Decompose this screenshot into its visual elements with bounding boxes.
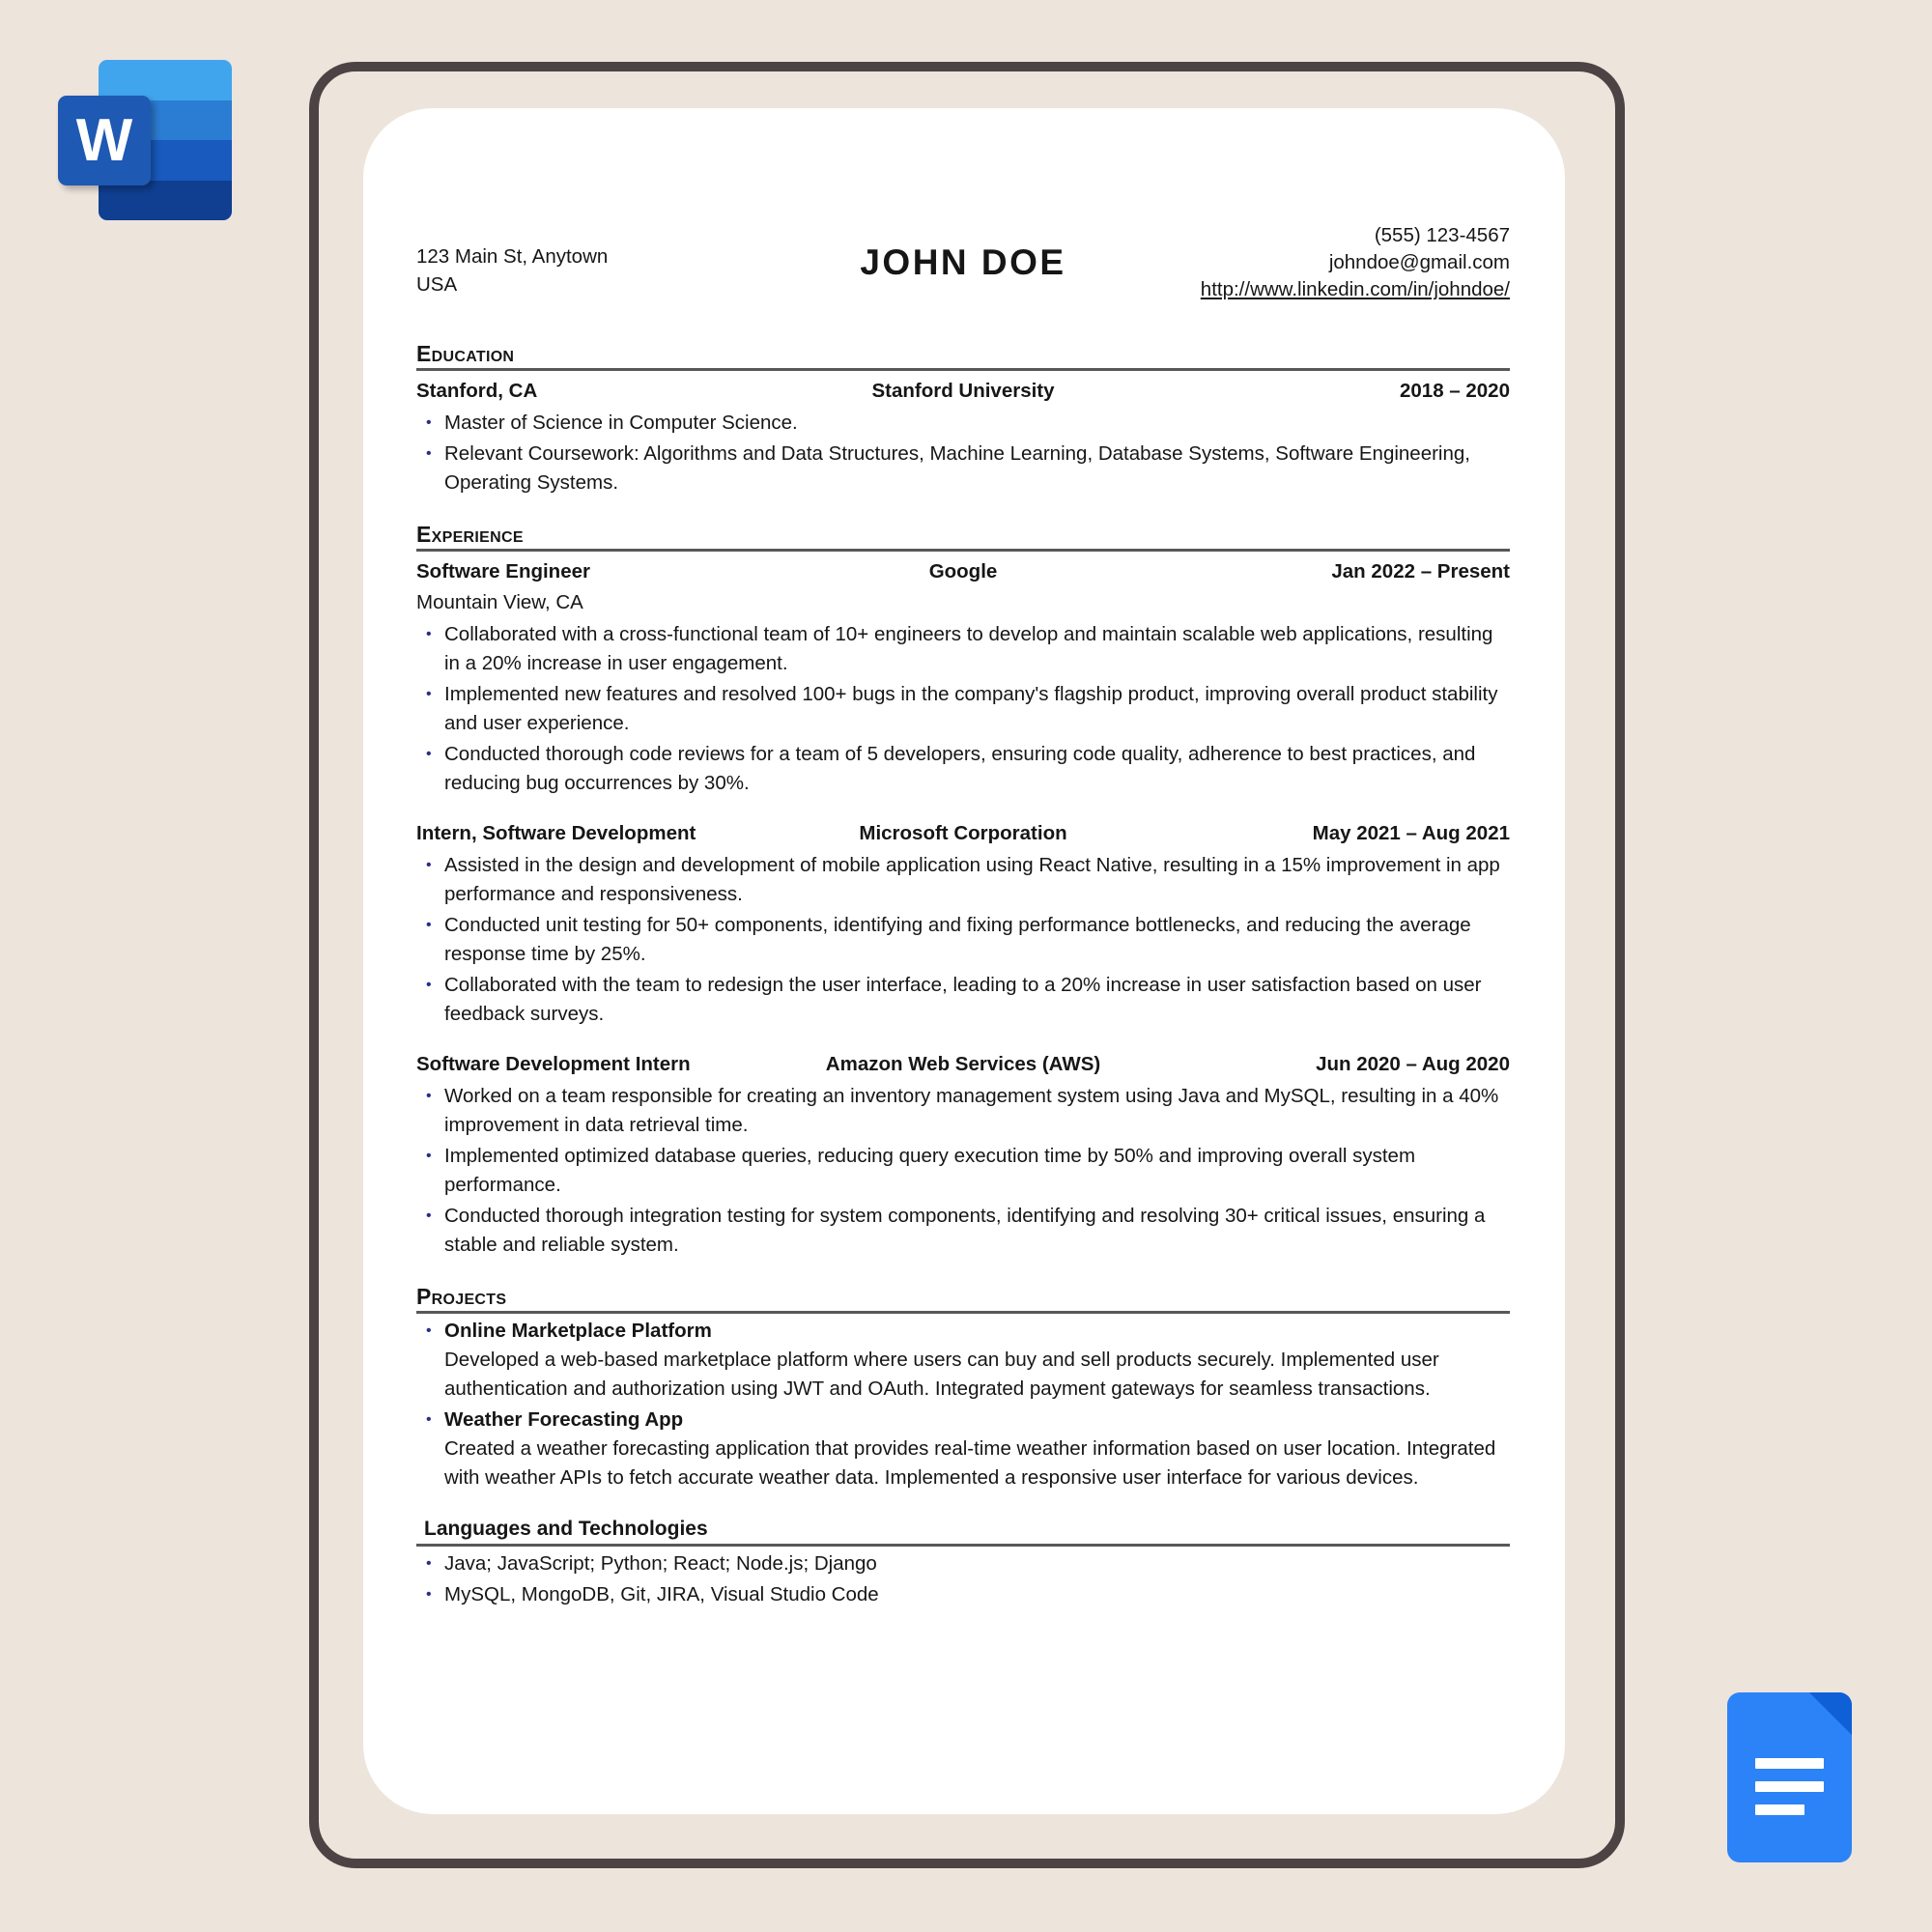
education-heading: Education [416, 341, 515, 366]
job-dates: Jan 2022 – Present [1331, 560, 1510, 582]
job-location: Mountain View, CA [416, 591, 583, 613]
word-badge-letter: W [75, 106, 133, 174]
job-company: Microsoft Corporation [859, 822, 1067, 844]
bullet-item: • Collaborated with the team to redesign the user interface, leading to a 20% increase in user satisfaction based on user feedback surveys. [416, 971, 1510, 1029]
bullet-item: • Relevant Coursework: Algorithms and Data Structures, Machine Learning, Database Systems, Software Engineering, Operating Systems. [416, 440, 1510, 497]
job-title: Intern, Software Development [416, 822, 696, 844]
section-skills [416, 1518, 1510, 1609]
address-line2: USA [416, 273, 458, 296]
experience-job-aws [416, 1050, 1510, 1260]
education-bullets [416, 409, 1510, 497]
job-title: Software Development Intern [416, 1053, 691, 1075]
docs-line-2 [1755, 1781, 1824, 1792]
contact-block [1066, 222, 1510, 303]
bullet-item: • Assisted in the design and development of mobile application using React Native, resulting in a 15% improvement in app performance and responsiveness. [416, 851, 1510, 909]
education-dates: 2018 – 2020 [1399, 380, 1510, 402]
address-line1: 123 Main St, Anytown [416, 245, 609, 268]
address-block [416, 242, 860, 298]
job-dates: Jun 2020 – Aug 2020 [1316, 1053, 1510, 1075]
linkedin-link[interactable]: http://www.linkedin.com/in/johndoe/ [1200, 278, 1510, 300]
project-list [416, 1317, 1510, 1492]
docs-line-3 [1755, 1804, 1804, 1815]
bullet-item: • Conducted thorough code reviews for a team of 5 developers, ensuring code quality, adherence to best practices, and reducing bug occurrences by 30%. [416, 740, 1510, 798]
section-rule [416, 1311, 1510, 1314]
section-experience [416, 523, 1510, 1260]
section-rule [416, 1544, 1510, 1547]
job-bullets [416, 1082, 1510, 1260]
project-description: Developed a web-based marketplace platform where users can buy and sell products securely. Implemented user authentication and authorization using JWT and OAuth. Integrated payment gateways for seamless transactions. [444, 1349, 1439, 1400]
docs-text-lines [1755, 1758, 1824, 1828]
education-row [416, 377, 1510, 406]
job-title: Software Engineer [416, 560, 590, 582]
education-location: Stanford, CA [416, 380, 538, 402]
bullet-item: • Collaborated with a cross-functional team of 10+ engineers to develop and maintain scalable web applications, resulting in a 20% increase in user engagement. [416, 620, 1510, 678]
resume-page [363, 108, 1565, 1814]
project-item [416, 1406, 1510, 1492]
experience-heading: Experience [416, 522, 524, 547]
project-item [416, 1317, 1510, 1404]
skills-bullets [416, 1549, 1510, 1609]
job-bullets [416, 851, 1510, 1029]
resume-content [416, 108, 1510, 1609]
job-bullets [416, 620, 1510, 798]
bullet-item: • MySQL, MongoDB, Git, JIRA, Visual Studio Code [416, 1580, 1510, 1609]
ms-word-icon[interactable] [58, 60, 232, 220]
person-name: JOHN DOE [860, 242, 1066, 282]
job-company: Google [928, 560, 998, 582]
email-address: johndoe@gmail.com [1328, 251, 1510, 273]
job-company: Amazon Web Services (AWS) [825, 1053, 1101, 1075]
bullet-item: • Implemented new features and resolved 100+ bugs in the company's flagship product, improving overall product stability and user experience. [416, 680, 1510, 738]
job-title-row [416, 557, 1510, 586]
section-education [416, 342, 1510, 497]
project-title: • Online Marketplace Platform [444, 1320, 712, 1342]
project-description: Created a weather forecasting application that provides real-time weather information based on user location. Integrated with weather APIs to fetch accurate weather data. Implemented a responsive user interface for various devices. [444, 1437, 1496, 1489]
resume-header [416, 222, 1510, 303]
phone-number: (555) 123-4567 [1374, 224, 1510, 246]
bullet-item: • Conducted unit testing for 50+ components, identifying and fixing performance bottlenecks, and reducing the average response time by 25%. [416, 911, 1510, 969]
bullet-item: • Master of Science in Computer Science. [416, 409, 1510, 438]
section-rule [416, 368, 1510, 371]
bullet-item: • Java; JavaScript; Python; React; Node.js; Django [416, 1549, 1510, 1578]
experience-job-microsoft [416, 819, 1510, 1029]
bullet-item: • Implemented optimized database queries, reducing query execution time by 50% and improving overall system performance. [416, 1142, 1510, 1200]
word-stripe-4 [99, 181, 232, 221]
experience-job-google [416, 557, 1510, 798]
bullet-item: • Worked on a team responsible for creating an inventory management system using Java and MySQL, resulting in a 40% improvement in data retrieval time. [416, 1082, 1510, 1140]
job-dates: May 2021 – Aug 2021 [1312, 822, 1510, 844]
docs-folded-corner [1809, 1692, 1852, 1735]
bullet-item: • Conducted thorough integration testing for system components, identifying and resolving 30+ critical issues, ensuring a stable and reliable system. [416, 1202, 1510, 1260]
google-docs-icon[interactable] [1727, 1692, 1852, 1862]
project-title: • Weather Forecasting App [444, 1408, 684, 1431]
docs-line-1 [1755, 1758, 1824, 1769]
section-projects [416, 1285, 1510, 1492]
projects-heading: Projects [416, 1284, 507, 1309]
word-stripe-1 [99, 60, 232, 100]
job-title-row [416, 819, 1510, 848]
section-rule [416, 549, 1510, 552]
skills-heading: Languages and Technologies [424, 1518, 708, 1540]
word-badge [58, 96, 151, 185]
education-school: Stanford University [871, 380, 1055, 402]
job-title-row [416, 1050, 1510, 1079]
